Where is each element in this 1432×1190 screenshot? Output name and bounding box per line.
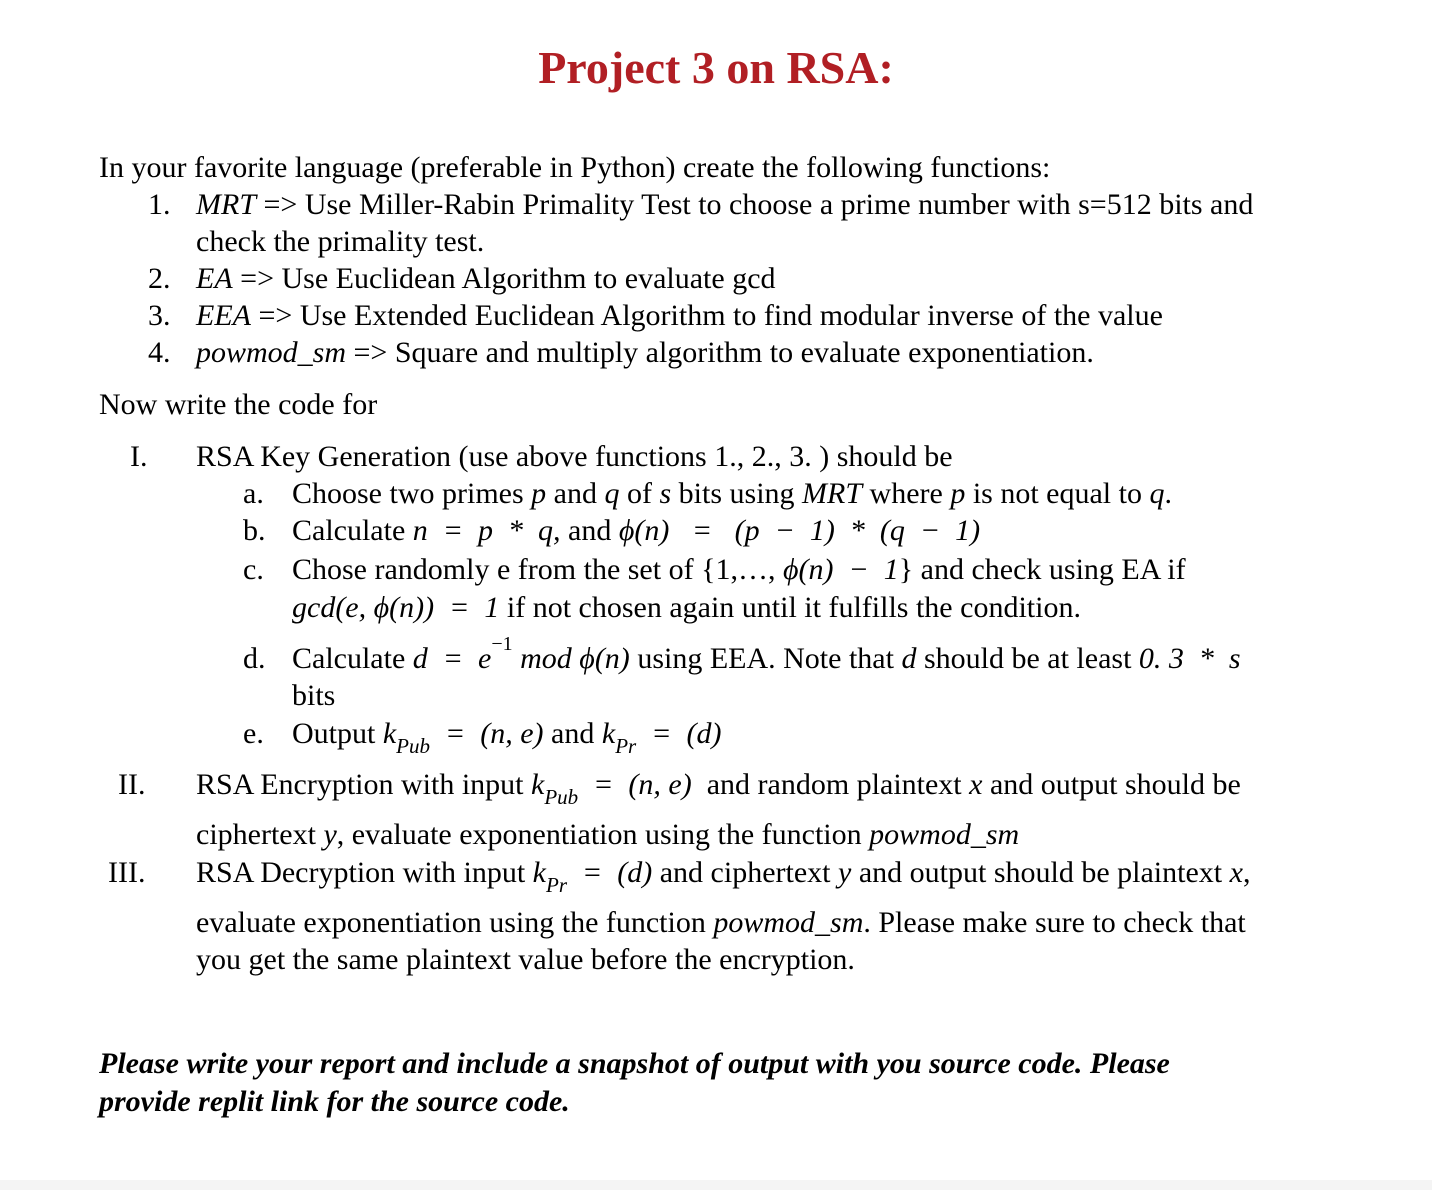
closing-instruction: Please write your report and include a snapshot of output with you source code. Please [99, 1047, 1170, 1080]
section-encryption-cont: ciphertext y, evaluate exponentiation using the function powmod_sm [196, 818, 1020, 851]
step-a: Choose two primes p and q of s bits using MRT where p is not equal to q. [292, 477, 1172, 510]
step-e: Output $k_{Pub} = (n$, e) and $k_{Pr} = (d)$ [292, 717, 722, 758]
step-c: Chose randomly e from the set of {1,…, ϕ(n) − 1} and check using EA if [292, 553, 1186, 586]
function-item-eea [196, 297, 1163, 335]
function-desc: Use Miller-Rabin Primality Test to choose a prime number with s=512 bits and [304, 188, 1254, 221]
now-write-text: Now write the code for [99, 388, 378, 421]
function-name: MRT [196, 188, 256, 221]
closing-instruction-cont: provide replit link for the source code. [99, 1085, 570, 1118]
arrow: => [263, 188, 298, 221]
step-b: Calculate n = p * q, and ϕ(n) = (p − 1) * (q − 1) [292, 514, 981, 547]
page-bottom-edge [0, 1180, 1432, 1190]
page-title: Project 3 on RSA: [538, 42, 894, 93]
function-desc: Use Extended Euclidean Algorithm to find modular inverse of the value [299, 299, 1163, 332]
function-number: 4. [148, 336, 171, 369]
function-number: 3. [148, 299, 171, 332]
sub-label: b. [243, 514, 266, 547]
function-name: EA [196, 262, 233, 295]
sub-label: d. [243, 642, 266, 675]
roman-numeral: III. [108, 856, 146, 889]
step-c-cont: gcd(e, ϕ(n)) = 1 if not chosen again until it fulfills the condition. [292, 591, 1081, 624]
intro-text: In your favorite language (preferable in Python) create the following functions: [99, 151, 1051, 184]
sub-label: e. [243, 717, 264, 750]
arrow: => [240, 262, 274, 295]
function-item-mrt [196, 186, 1253, 224]
step-d-cont: bits [292, 679, 336, 712]
arrow: => [258, 299, 293, 332]
function-desc: Use Euclidean Algorithm to evaluate gcd [281, 262, 776, 295]
section-key-generation: RSA Key Generation (use above functions 1., 2., 3. ) should be [196, 440, 953, 473]
function-name: powmod_sm [196, 336, 347, 369]
step-d: Calculate $d = e^{-1}$ mod ϕ(n) using EEA. Note that d should be at least 0. 3 * s [292, 633, 1241, 675]
section-encryption: RSA Encryption with input $k_{Pub} = (n$, e) and random plaintext x and output should be [196, 768, 1241, 809]
function-desc-cont: check the primality test. [196, 225, 485, 258]
roman-numeral: II. [118, 768, 146, 801]
sub-label: c. [243, 553, 264, 586]
function-desc: Square and multiply algorithm to evaluate exponentiation. [394, 336, 1094, 369]
function-item-powmod [196, 334, 1094, 372]
arrow: => [353, 336, 388, 369]
function-number: 1. [148, 188, 171, 221]
sub-label: a. [243, 477, 264, 510]
function-item-ea [196, 260, 776, 298]
roman-numeral: I. [130, 440, 148, 473]
function-name: EEA [196, 299, 251, 332]
section-decryption-cont2: you get the same plaintext value before the encryption. [196, 943, 855, 976]
function-number: 2. [148, 262, 171, 295]
section-decryption: RSA Decryption with input $k_{Pr} = (d)$ and ciphertext y and output should be plaintext x, [196, 856, 1251, 897]
section-decryption-cont: evaluate exponentiation using the function powmod_sm. Please make sure to check that [196, 906, 1246, 939]
